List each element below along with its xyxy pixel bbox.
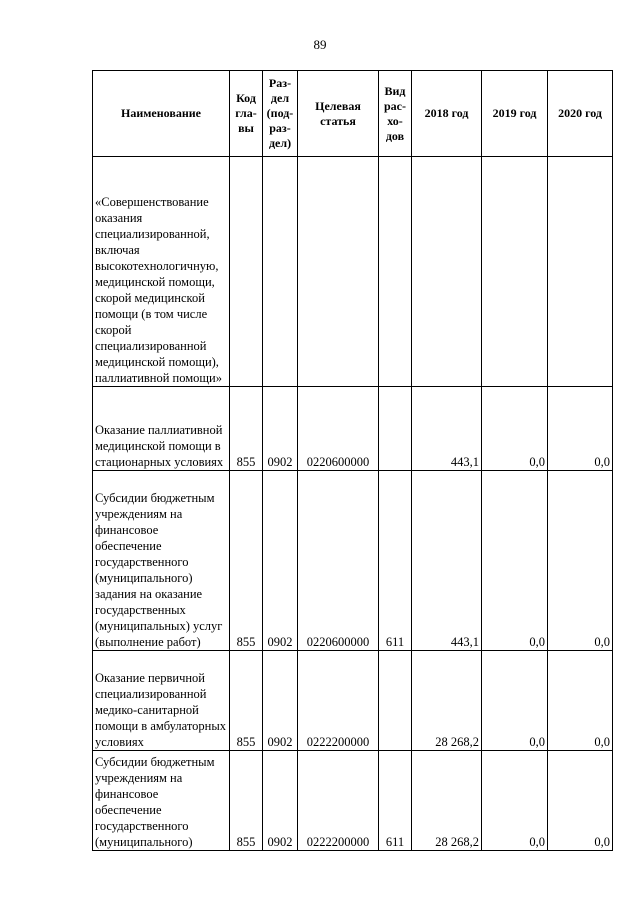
row-2020: 0,0 — [548, 471, 613, 651]
row-2019: 0,0 — [482, 651, 548, 751]
row-2020: 0,0 — [548, 651, 613, 751]
row-section: 0902 — [263, 387, 298, 471]
table-header-row — [93, 71, 613, 157]
row-2019: 0,0 — [482, 471, 548, 651]
table-row — [93, 157, 613, 387]
header-year-2018: 2018 год — [412, 71, 482, 157]
row-2019: 0,0 — [482, 387, 548, 471]
row-2019: 0,0 — [482, 751, 548, 851]
row-target: 0222200000 — [298, 751, 379, 851]
row-2018: 443,1 — [412, 471, 482, 651]
row-2020: 0,0 — [548, 387, 613, 471]
row-chapter: 855 — [230, 751, 263, 851]
row-2019 — [482, 157, 548, 387]
row-section — [263, 157, 298, 387]
row-expense-type: 611 — [379, 751, 412, 851]
row-expense-type: 611 — [379, 471, 412, 651]
row-target: 0220600000 — [298, 387, 379, 471]
row-2018: 443,1 — [412, 387, 482, 471]
row-2020 — [548, 157, 613, 387]
header-expense-type: Вид рас-хо-дов — [379, 71, 412, 157]
row-section: 0902 — [263, 651, 298, 751]
header-year-2020: 2020 год — [548, 71, 613, 157]
header-section: Раз-дел (под-раз-дел) — [263, 71, 298, 157]
header-name: Наименование — [93, 71, 230, 157]
table-row — [93, 471, 613, 651]
row-name: Оказание первичной специализированной медико-санитарной помощи в амбулаторных условиях — [93, 651, 230, 751]
budget-table — [92, 70, 613, 851]
row-expense-type — [379, 651, 412, 751]
row-target: 0222200000 — [298, 651, 379, 751]
row-section: 0902 — [263, 471, 298, 651]
row-section: 0902 — [263, 751, 298, 851]
row-name: Субсидии бюджетным учреждениям на финансовое обеспечение государственного (муниципального) задания на оказание государственных (муниципальных) услуг (выполнение работ) — [93, 471, 230, 651]
row-name: «Совершенствование оказания специализированной, включая высокотехнологичную, медицинской помощи, скорой медицинской помощи (в том числе скорой специализированной медицинской помощи), паллиативной помощи» — [93, 157, 230, 387]
row-expense-type — [379, 387, 412, 471]
table-row — [93, 751, 613, 851]
row-chapter: 855 — [230, 471, 263, 651]
row-expense-type — [379, 157, 412, 387]
row-2020: 0,0 — [548, 751, 613, 851]
row-name: Субсидии бюджетным учреждениям на финансовое обеспечение государственного (муниципального) — [93, 751, 230, 851]
header-year-2019: 2019 год — [482, 71, 548, 157]
row-chapter: 855 — [230, 651, 263, 751]
row-name: Оказание паллиативной медицинской помощи в стационарных условиях — [93, 387, 230, 471]
page-number: 89 — [313, 37, 327, 52]
table-row — [93, 387, 613, 471]
table-row — [93, 651, 613, 751]
row-chapter — [230, 157, 263, 387]
row-2018 — [412, 157, 482, 387]
row-target: 0220600000 — [298, 471, 379, 651]
row-chapter: 855 — [230, 387, 263, 471]
header-target-item: Целевая статья — [298, 71, 379, 157]
row-target — [298, 157, 379, 387]
header-chapter-code: Код гла-вы — [230, 71, 263, 157]
row-2018: 28 268,2 — [412, 751, 482, 851]
row-2018: 28 268,2 — [412, 651, 482, 751]
